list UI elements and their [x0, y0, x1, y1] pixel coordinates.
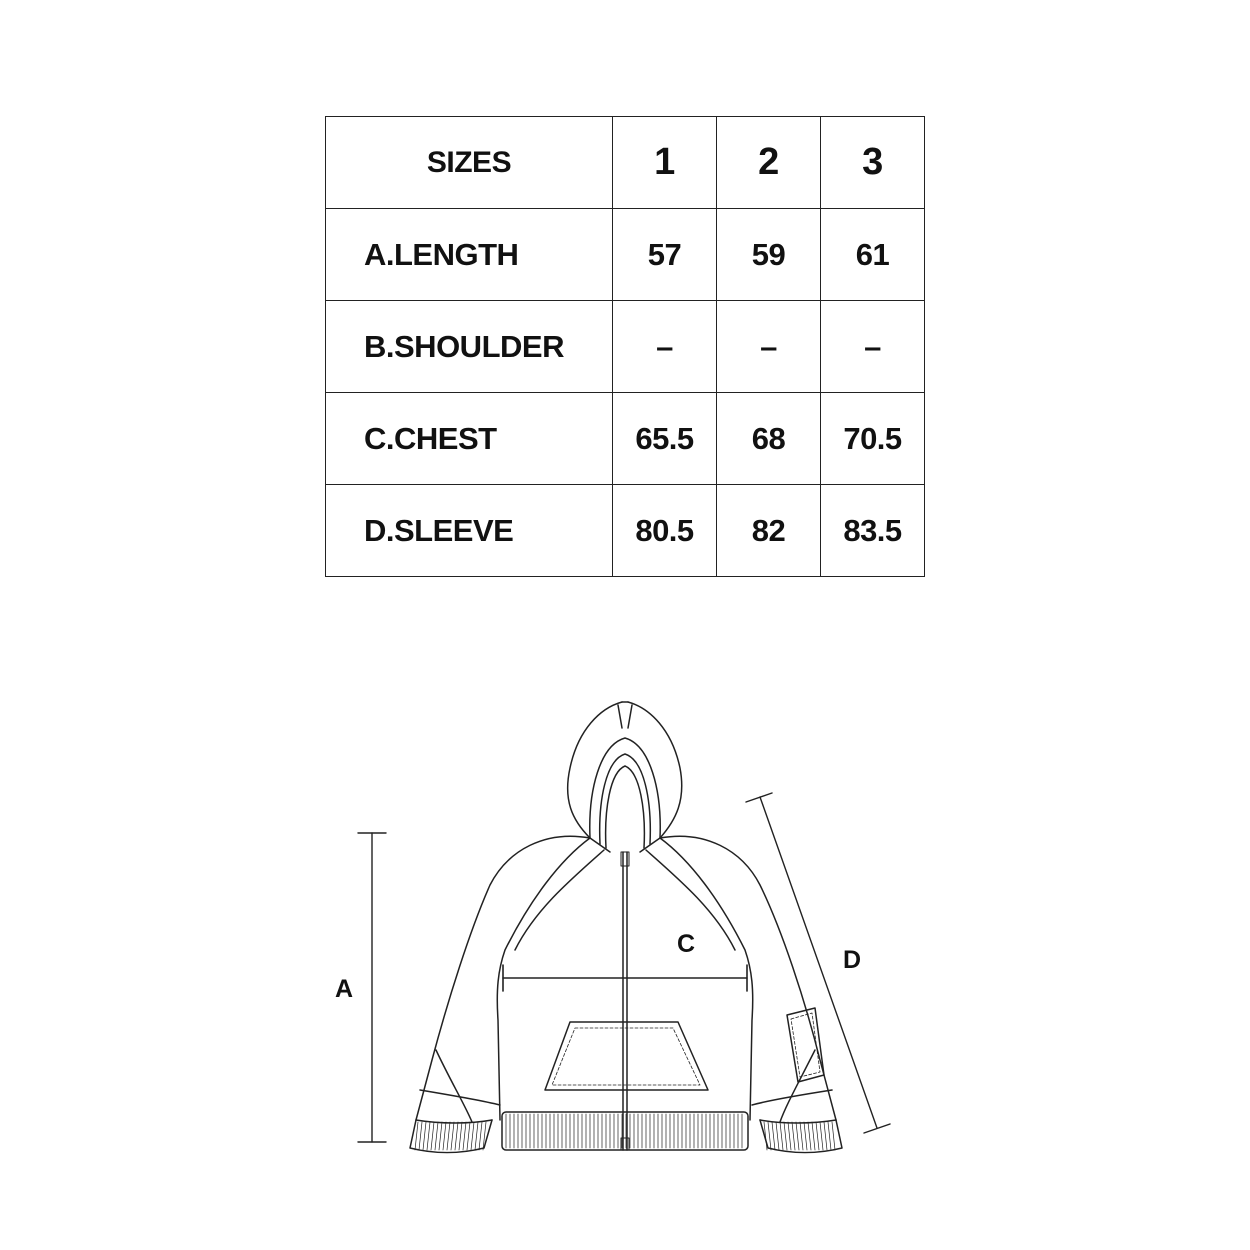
table-cell: 83.5 — [821, 485, 925, 577]
raglan-seams — [515, 850, 735, 950]
rib-line — [796, 1122, 799, 1150]
sleeve-pocket — [787, 1008, 824, 1082]
sleeve-measurement — [746, 793, 890, 1133]
row-label: D.SLEEVE — [326, 485, 613, 577]
rib-line — [820, 1122, 823, 1150]
rib-line — [459, 1122, 462, 1150]
rib-line — [776, 1122, 779, 1150]
table-cell: 61 — [821, 209, 925, 301]
hood-outline — [568, 702, 682, 852]
row-label: A.LENGTH — [326, 209, 613, 301]
rib-line — [824, 1122, 827, 1150]
rib-line — [439, 1122, 442, 1150]
table-cell: 80.5 — [613, 485, 717, 577]
rib-line — [415, 1122, 418, 1150]
rib-line — [808, 1122, 811, 1150]
length-measurement — [358, 833, 386, 1142]
table-cell: 57 — [613, 209, 717, 301]
size-2-header: 2 — [717, 117, 821, 209]
left-cuff — [410, 1120, 492, 1153]
rib-line — [435, 1122, 438, 1150]
rib-line — [784, 1122, 787, 1150]
rib-line — [447, 1122, 450, 1150]
rib-line — [816, 1122, 819, 1150]
rib-line — [431, 1122, 434, 1150]
table-cell: 68 — [717, 393, 821, 485]
size-1-header: 1 — [613, 117, 717, 209]
table-cell: 59 — [717, 209, 821, 301]
rib-line — [804, 1122, 807, 1150]
body-outline — [416, 836, 836, 1123]
rib-line — [451, 1122, 454, 1150]
rib-line — [475, 1122, 478, 1150]
sleeve-label: D — [842, 946, 862, 974]
rib-line — [423, 1122, 426, 1150]
rib-line — [772, 1122, 775, 1150]
row-label: C.CHEST — [326, 393, 613, 485]
rib-line — [443, 1122, 446, 1150]
right-cuff — [760, 1120, 842, 1153]
rib-line — [455, 1122, 458, 1150]
table-cell: 70.5 — [821, 393, 925, 485]
rib-line — [792, 1122, 795, 1150]
rib-line — [788, 1122, 791, 1150]
row-label: B.SHOULDER — [326, 301, 613, 393]
rib-line — [800, 1122, 803, 1150]
zipper — [621, 852, 629, 1150]
rib-line — [828, 1122, 831, 1150]
table-cell: – — [613, 301, 717, 393]
chest-label: C — [676, 930, 696, 958]
rib-line — [832, 1122, 835, 1150]
rib-line — [467, 1122, 470, 1150]
rib-line — [419, 1122, 422, 1150]
table-cell: – — [821, 301, 925, 393]
rib-line — [479, 1122, 482, 1150]
rib-line — [812, 1122, 815, 1150]
table-cell: 82 — [717, 485, 821, 577]
size-3-header: 3 — [821, 117, 925, 209]
table-cell: – — [717, 301, 821, 393]
chest-measurement — [503, 965, 747, 991]
table-cell: 65.5 — [613, 393, 717, 485]
rib-line — [780, 1122, 783, 1150]
rib-line — [463, 1122, 466, 1150]
hem-ribbing — [502, 1112, 748, 1150]
sizes-header: SIZES — [326, 117, 613, 209]
rib-line — [427, 1122, 430, 1150]
rib-line — [768, 1122, 771, 1150]
rib-line — [471, 1122, 474, 1150]
length-label: A — [334, 975, 354, 1003]
